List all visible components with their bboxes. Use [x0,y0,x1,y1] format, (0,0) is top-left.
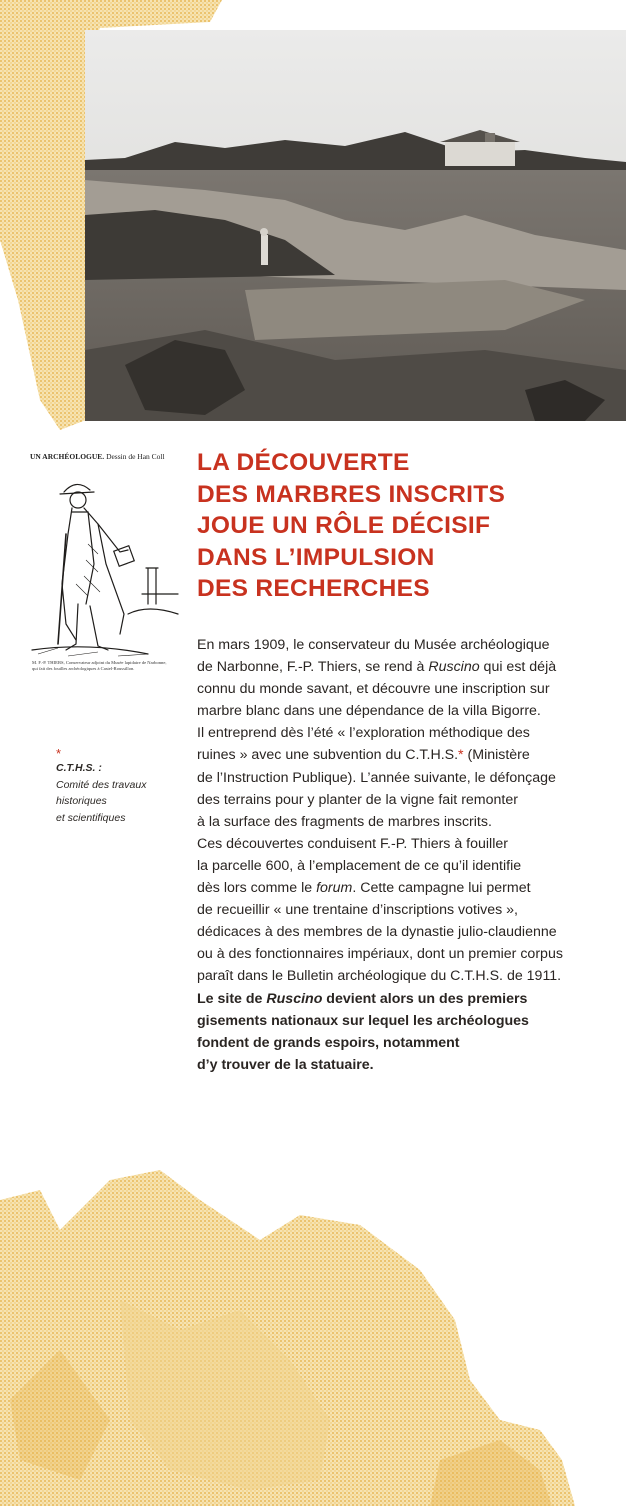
footnote [56,748,166,826]
body-bold-line: Le site de Ruscino devient alors un des premiers [197,990,528,1007]
body-bold-line: gisements nationaux sur lequel les archéologues [197,1012,529,1029]
headline-line: DES RECHERCHES [197,575,430,602]
footnote-line: et scientifiques [56,811,126,824]
body-line: dès lors comme le forum. Cette campagne lui permet [197,880,531,897]
footnote-line: Comité des travaux [56,778,147,791]
excavation-photo [85,30,626,421]
body-line: ou à des fonctionnaires impériaux, dont un premier corpus [197,946,563,963]
body-line: de Narbonne, F.-P. Thiers, se rend à Ruscino qui est déjà [197,659,557,676]
body-bold-line: d’y trouver de la statuaire. [197,1056,374,1073]
emphasis: forum [316,880,353,897]
body-line: dédicaces à des membres de la dynastie julio-claudienne [197,924,557,941]
body-line: de recueillir « une trentaine d’inscriptions votives », [197,902,518,919]
headline-line: DES MARBRES INSCRITS [197,480,506,508]
archaeologist-sketch [28,448,192,683]
footnote-marker: * [458,747,464,764]
headline-line: LA DÉCOUVERTE [197,449,410,476]
headline-line: DANS L’IMPULSION [197,543,435,571]
footnote-star: * [56,746,62,761]
body-line: des terrains pour y planter de la vigne fait remonter [197,791,518,808]
place-name: Ruscino [266,990,323,1007]
footnote-definition [56,777,166,827]
sketch-caption [32,660,194,672]
body-line: à la surface des fragments de marbres inscrits. [197,813,492,830]
footnote-abbreviation: C.T.H.S. : [56,762,102,774]
sketch-title-caps: UN ARCHÉOLOGUE. [30,452,105,461]
sketch-caption-line: M. F.-P. THIERS, Conservateur adjoint du Musée lapidaire de Narbonne, [32,660,167,665]
body-line: ruines » avec une subvention du C.T.H.S.* (Ministère [197,747,530,764]
footnote-line: historiques [56,795,107,807]
page-title [197,447,617,605]
body-paragraph [197,634,617,1076]
sketch-title-credit: Dessin de Han Coll [106,452,165,461]
body-line: la parcelle 600, à l’emplacement de ce qu’il identifie [197,857,522,874]
body-line: Ces découvertes conduisent F.-P. Thiers à fouiller [197,835,508,852]
body-line: Il entreprend dès l’été « l’exploration méthodique des [197,725,530,742]
body-line: de l’Instruction Publique). L’année suivante, le défonçage [197,769,556,786]
body-bold-line: fondent de grands espoirs, notamment [197,1034,460,1051]
sketch-title [30,452,194,461]
body-line: marbre blanc dans une dépendance de la villa Bigorre. [197,703,541,720]
place-name: Ruscino [428,659,480,676]
archaeologist-drawing [28,464,192,662]
body-line: connu du monde savant, et découvre une inscription sur [197,681,550,698]
body-line: En mars 1909, le conservateur du Musée archéologique [197,637,550,653]
sketch-caption-line: qui fait des fouilles archéologiques à Castel-Roussillon. [32,666,135,671]
body-line: paraît dans le Bulletin archéologique du C.T.H.S. de 1911. [197,968,562,985]
headline-line: JOUE UN RÔLE DÉCISIF [197,512,491,539]
